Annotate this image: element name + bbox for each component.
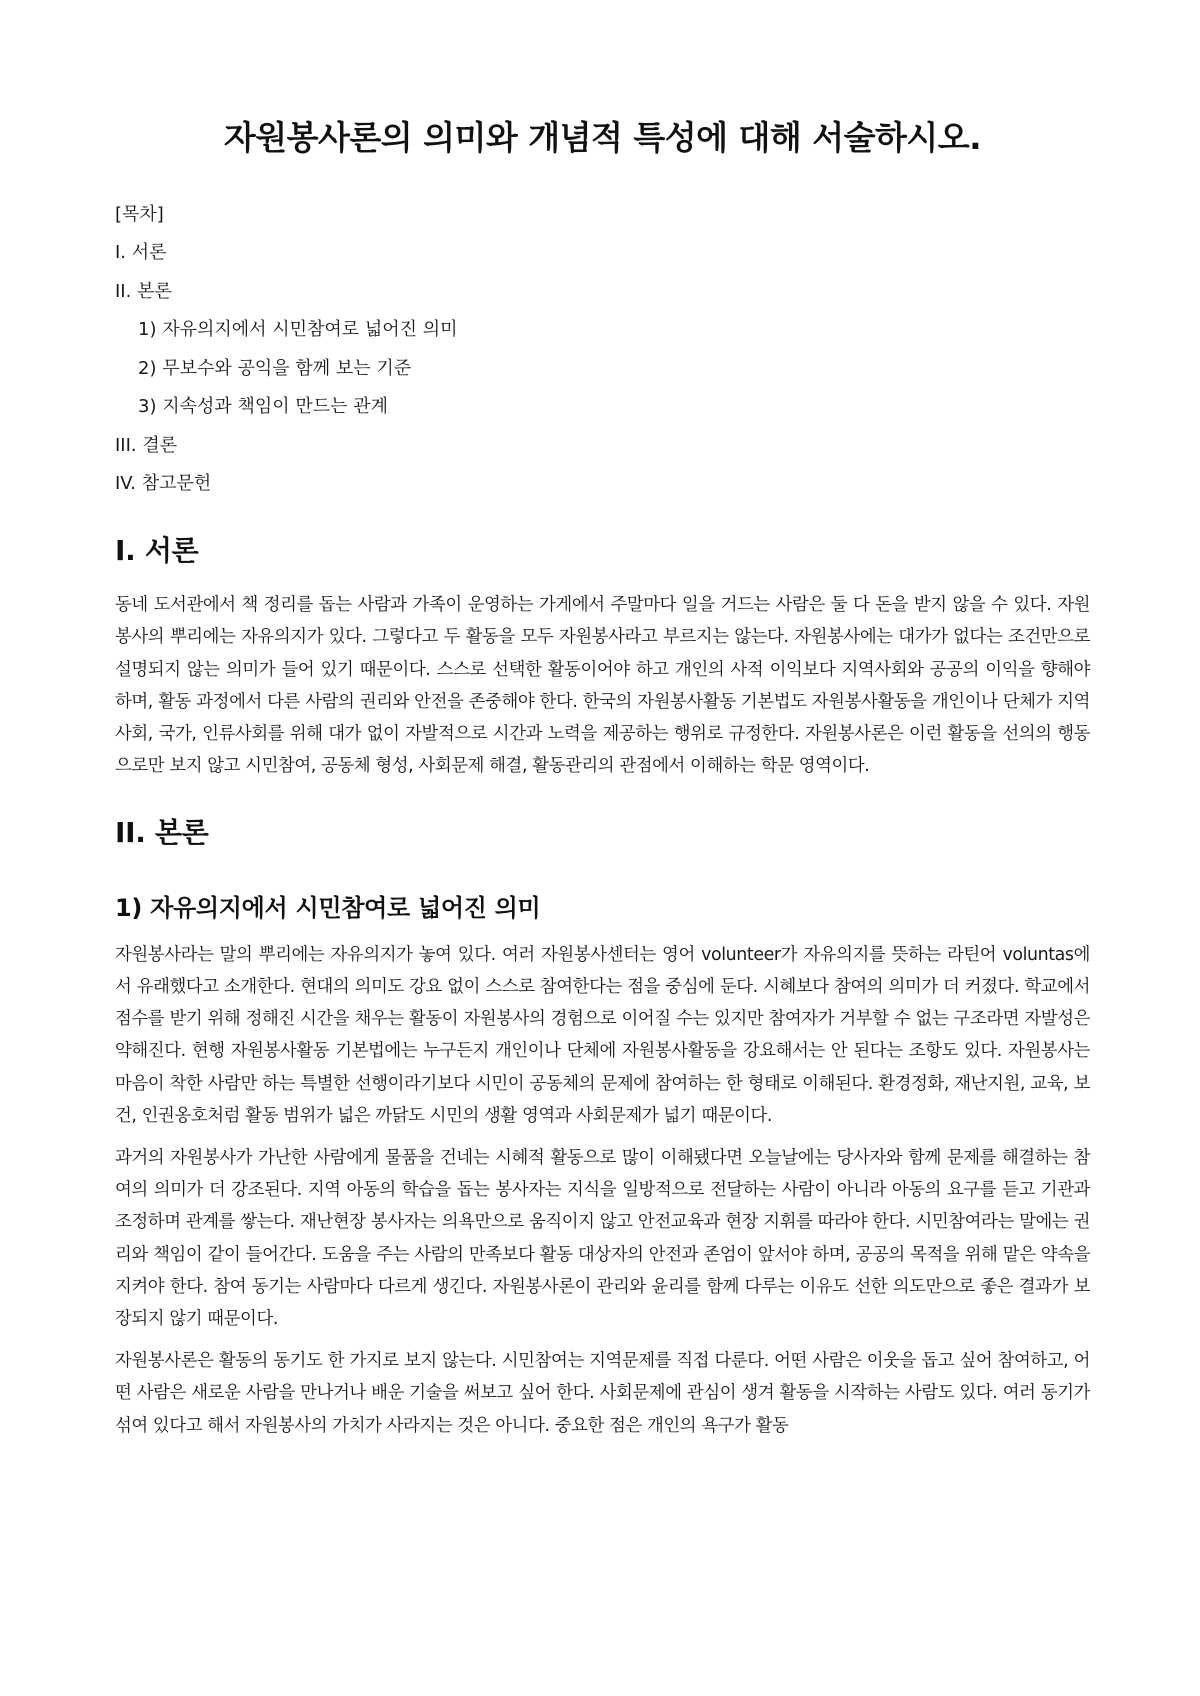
toc-item-body-2: 2) 무보수와 공익을 함께 보는 기준 (138, 357, 412, 379)
body-paragraph: 자원봉사라는 말의 뿌리에는 자유의지가 놓여 있다. 여러 자원봉사센터는 영어 volunteer가 자유의지를 뜻하는 라틴어 voluntas에서 유래했다고 소개한다. 현대의 의미도 강요 없이 스스로 참여한다는 점을 중심에 둔다. 시혜보다 참여의 의미가 더 커졌다. 학교에서 점수를 받기 위해 정해진 시간을 채우는 활동이 자원봉사의 경험으로 이어질 수는 있지만 참여자가 거부할 수 없는 구조라면 자발성은 약해진다. 현행 자원봉사활동 기본법에는 누구든지 개인이나 단체에 자원봉사활동을 강요해서는 안 된다는 조항도 있다. 자원봉사는 마음이 착한 사람만 하는 특별한 선행이라기보다 시민이 공동체의 문제에 참여하는 한 형태로 이해된다. 환경정화, 재난지원, 교육, 보건, 인권옹호처럼 활동 범위가 넓은 까닭도 시민의 생활 영역과 사회문제가 넓기 때문이다. (115, 944, 1090, 1126)
toc-item-conclusion: III. 결론 (115, 434, 178, 456)
table-of-contents (115, 196, 1090, 504)
toc-item-body-3: 3) 지속성과 책임이 만드는 관계 (138, 396, 389, 418)
section-heading-body: II. 본론 (115, 816, 209, 850)
toc-item-body-1: 1) 자유의지에서 시민참여로 넓어진 의미 (138, 319, 458, 341)
toc-item-references: IV. 참고문헌 (115, 473, 212, 495)
section-heading-introduction: I. 서론 (115, 533, 199, 567)
toc-item-introduction: I. 서론 (115, 242, 167, 264)
body-paragraph: 자원봉사론은 활동의 동기도 한 가지로 보지 않는다. 시민참여는 지역문제를 직접 다룬다. 어떤 사람은 이웃을 돕고 싶어 참여하고, 어떤 사람은 새로운 사람을 만나거나 배운 기술을 써보고 싶어 한다. 사회문제에 관심이 생겨 활동을 시작하는 사람도 있다. 여러 동기가 섞여 있다고 해서 자원봉사의 가치가 사라지는 것은 아니다. 중요한 점은 개인의 욕구가 활동 (115, 1351, 1090, 1436)
body-paragraph: 과거의 자원봉사가 가난한 사람에게 물품을 건네는 시혜적 활동으로 많이 이해됐다면 오늘날에는 당사자와 함께 문제를 해결하는 참여의 의미가 더 강조된다. 지역 아동의 학습을 돕는 봉사자는 지식을 일방적으로 전달하는 사람이 아니라 아동의 요구를 듣고 기관과 조정하며 관계를 쌓는다. 재난현장 봉사자는 의욕만으로 움직이지 않고 안전교육과 현장 지휘를 따라야 한다. 시민참여라는 말에는 권리와 책임이 같이 들어간다. 도움을 주는 사람의 만족보다 활동 대상자의 안전과 존엄이 앞서야 하며, 공공의 목적을 위해 맡은 약속을 지켜야 한다. 참여 동기는 사람마다 다르게 생긴다. 자원봉사론이 관리와 윤리를 함께 다루는 이유도 선한 의도만으로 좋은 결과가 보장되지 않기 때문이다. (115, 1148, 1090, 1330)
introduction-paragraph: 동네 도서관에서 책 정리를 돕는 사람과 가족이 운영하는 가게에서 주말마다 일을 거드는 사람은 둘 다 돈을 받지 않을 수 있다. 자원봉사의 뿌리에는 자유의지가 있다. 그렇다고 두 활동을 모두 자원봉사라고 부르지는 않는다. 자원봉사에는 대가가 없다는 조건만으로 설명되지 않는 의미가 들어 있기 때문이다. 스스로 선택한 활동이어야 하고 개인의 사적 이익보다 지역사회와 공공의 이익을 향해야 하며, 활동 과정에서 다른 사람의 권리와 안전을 존중해야 한다. 한국의 자원봉사활동 기본법도 자원봉사활동을 개인이나 단체가 지역사회, 국가, 인류사회를 위해 대가 없이 자발적으로 시간과 노력을 제공하는 행위로 규정한다. 자원봉사론은 이런 활동을 선의의 행동으로만 보지 않고 시민참여, 공동체 형성, 사회문제 해결, 활동관리의 관점에서 이해하는 학문 영역이다. (115, 595, 1090, 777)
document-title: 자원봉사론의 의미와 개념적 특성에 대해 서술하시오. (223, 118, 982, 157)
toc-item-body: II. 본론 (115, 280, 172, 302)
subsection-heading-1: 1) 자유의지에서 시민참여로 넓어진 의미 (115, 894, 541, 922)
toc-header: [목차] (115, 203, 164, 225)
